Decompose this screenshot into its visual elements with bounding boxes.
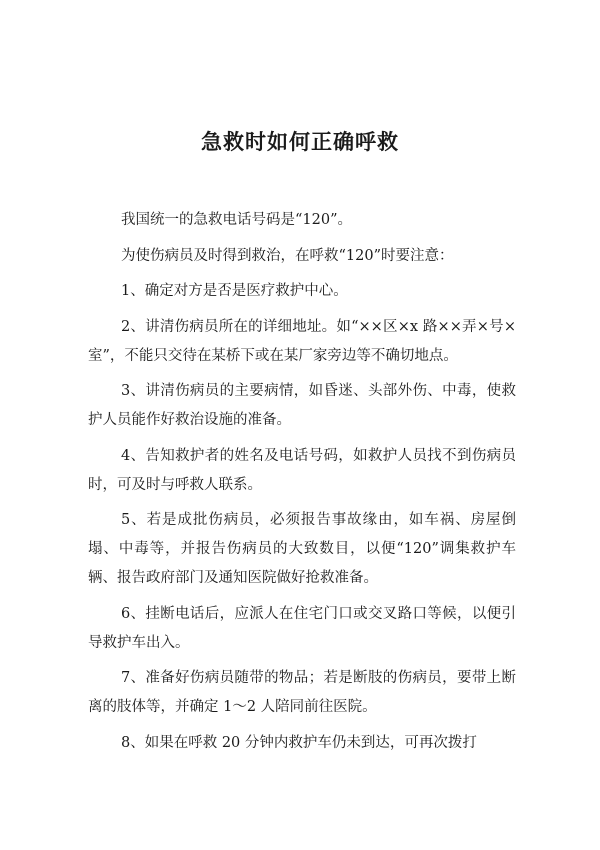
paragraph-item-8: 8、如果在呼救 20 分钟内救护车仍未到达，可再次拨打	[121, 734, 477, 751]
paragraph-item-3: 3、讲清伤病员的主要病情，如昏迷、头部外伤、中毒，使救护人员能作好救治设施的准备。	[88, 383, 516, 428]
paragraph-item-4: 4、告知救护者的姓名及电话号码，如救护人员找不到伤病员时，可及时与呼救人联系。	[88, 447, 516, 493]
paragraph-item-2: 2、讲清伤病员所在的详细地址。如“××区×x 路××弄×号×室”，不能只交待在某桥下或在某厂家旁边等不确切地点。	[88, 318, 516, 364]
paragraph-item-1: 1、确定对方是否是医疗救护中心。	[121, 283, 348, 299]
paragraph-item-5: 5、若是成批伤病员，必须报告事故缘由，如车祸、房屋倒塌、中毒等，并报告伤病员的大致数目，以便“120”调集救护车辆、报告政府部门及通知医院做好抢救准备。	[88, 512, 516, 586]
paragraph-intro: 我国统一的急救电话号码是“120”。	[121, 212, 353, 228]
paragraph-notice: 为使伤病员及时得到救治，在呼救“120”时要注意：	[121, 247, 454, 264]
document-title: 急救时如何正确呼救	[201, 130, 399, 154]
paragraph-item-6: 6、挂断电话后，应派人在住宅门口或交叉路口等候，以便引导救护车出入。	[88, 605, 516, 651]
document-body	[88, 206, 516, 758]
paragraph-item-7: 7、准备好伤病员随带的物品；若是断肢的伤病员，要带上断离的肢体等，并确定 1～2 人陪同前往医院。	[88, 670, 516, 715]
